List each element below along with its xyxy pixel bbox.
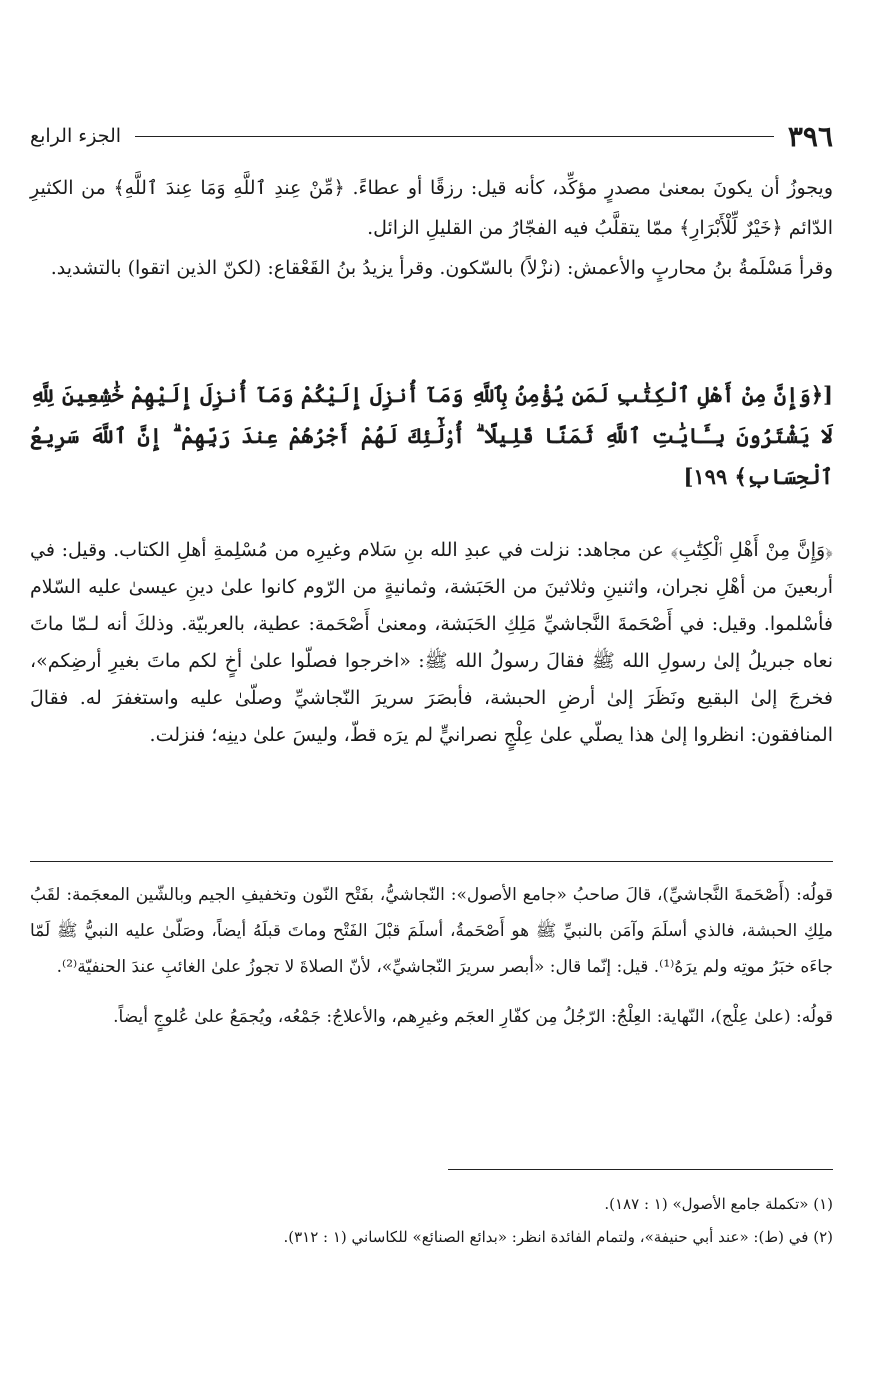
commentary-paragraph: وقرأ مَسْلَمةُ بنُ محاربٍ والأعمش: (نزْلاً) بالسّكون. وقرأ يزيدُ بنُ القَعْقاع: (لكنّ الذين اتقوا) بالتشديد. xyxy=(50,257,833,279)
note-paragraph: قولُه: (أَصْحَمةَ النَّجاشيِّ)، قالَ صاحبُ «جامع الأصول»: النّجاشيُّ، بفَتْح النّون وتخفيفِ الجيم وبالشّين المعجَمة: لقَبُ ملِكِ الحبشة، فالذي أسلَمَ وآمَن بالنبيِّ ﷺ هو أَصْحَمةُ، أسلَمَ قبْلَ الفَتْح وماتَ قبلَهُ أيضاً، وصَلّىٰ عليه النبيُّ ﷺ لَمّا جاءَه خبَرُ موتِه ولم يرَهُ⁽¹⁾. قيل: إنّما قال: «أبصر سريرَ النّجاشيِّ»، لأنّ الصلاةَ لا تجوزُ علىٰ الغائبِ عندَ الحنفيّة⁽²⁾. xyxy=(30,885,833,977)
commentary-paragraph: ويجوزُ أن يكونَ بمعنىٰ مصدرٍ مؤكِّد، كأنه قيل: رزقًا أو عطاءً. ﴿مِّنْ عِندِ ٱللَّهِ وَمَا عِندَ ٱللَّهِ﴾ من الكثيرِ الدّائم ﴿خَيْرٌ لِّلْأَبْرَارِ﴾ ممّا يتقلَّبُ فيه الفجّارُ من القليلِ الزائل. xyxy=(30,177,833,239)
marginal-notes xyxy=(30,877,833,1035)
tafsir-block xyxy=(30,532,833,754)
quran-verse: [﴿وَإِنَّ مِنْ أَهْلِ ٱلْكِتَٰبِ لَمَن يُؤْمِنُ بِٱللَّهِ وَمَآ أُنزِلَ إِلَيْكُمْ وَمَآ أُنزِلَ إِلَيْهِمْ خَٰشِعِينَ لِلَّهِ لَا يَشْتَرُونَ بِـَٔايَٰتِ ٱللَّهِ ثَمَنًا قَلِيلًا ۗ أُو۟لَٰٓئِكَ لَهُمْ أَجْرُهُمْ عِندَ رَبِّهِمْ ۗ إِنَّ ٱللَّهَ سَرِيعُ ٱلْحِسَابِ﴾ ١٩٩] xyxy=(30,382,833,489)
footnote-2: (٢) في (ط): «عند أبي حنيفة»، ولتمام الفائدة انظر: «بدائع الصنائع» للكاساني (١ : ٣١٢). xyxy=(283,1228,833,1246)
note-paragraph: قولُه: (علىٰ عِلْج)، النّهاية: العِلْجُ: الرّجُلُ مِن كفّارِ العجَم وغيرِهم، والأعلاجُ: جَمْعُه، ويُجمَعُ علىٰ عُلوجٍ أيضاً. xyxy=(113,1007,833,1027)
part-title: الجزء الرابع xyxy=(30,125,122,147)
commentary-block xyxy=(30,168,833,288)
footnote-1: (١) «تكملة جامع الأصول» (١ : ١٨٧). xyxy=(604,1195,833,1213)
page-number: ٣٩٦ xyxy=(787,119,833,153)
footnote-divider xyxy=(448,1169,833,1170)
running-head xyxy=(30,116,833,156)
header-rule xyxy=(135,136,774,137)
tafsir-paragraph: ﴿وَإِنَّ مِنْ أَهْلِ ٱلْكِتَٰبِ﴾ عن مجاهد: نزلت في عبدِ الله بنِ سَلام وغيرِه من مُسْلِمةِ أهلِ الكتاب. وقيل: في أربعينَ من أهْلِ نجران، واثنينِ وثلاثينَ من الحَبَشة، وثمانيةٍ من الرّوم كانوا علىٰ دينِ عيسىٰ عليه السّلام فأسْلموا. وقيل: في أَصْحَمةَ النَّجاشيِّ مَلِكِ الحَبَشة، ومعنىٰ أَصْحَمة: عطية، بالعربيّة. وذلكَ أنه لـمّا ماتَ نعاه جبريلُ إلىٰ رسولِ الله ﷺ فقالَ رسولُ الله ﷺ: «اخرجوا فصلّوا علىٰ أخٍ لكم ماتَ بغيرِ أرضِكم»، فخرجَ إلىٰ البقيع ونَظَرَ إلىٰ أرضِ الحبشة، فأبصَرَ سريرَ النّجاشيِّ وصلّىٰ عليه واستغفرَ له. فقالَ المنافقون: انظروا إلىٰ هذا يصلّي علىٰ عِلْجٍ نصرانيٍّ لم يرَه قطّ، وليسَ علىٰ دينِه؛ فنزلت. xyxy=(30,539,833,746)
footnotes xyxy=(30,1188,833,1254)
section-divider xyxy=(30,861,833,862)
